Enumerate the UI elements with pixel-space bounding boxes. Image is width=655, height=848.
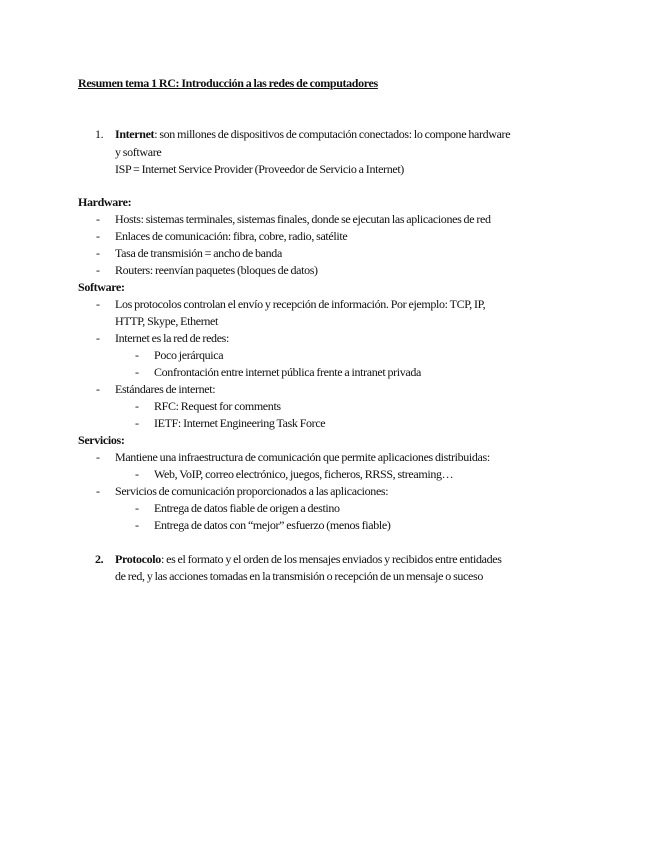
list-item: Servicios de comunicación proporcionados a las aplicaciones: bbox=[115, 484, 389, 498]
sub-bullet-dash: - bbox=[135, 348, 139, 362]
sub-list-item: RFC: Request for comments bbox=[154, 399, 281, 413]
bullet-dash: - bbox=[96, 331, 100, 345]
sub-bullet-dash: - bbox=[135, 365, 139, 379]
list-item: Routers: reenvían paquetes (bloques de datos) bbox=[115, 263, 318, 277]
sub-list-item: Entrega de datos fiable de origen a destino bbox=[154, 501, 340, 515]
internet-definition-cont: y software bbox=[115, 145, 162, 159]
sub-list-item: Web, VoIP, correo electrónico, juegos, ficheros, RRSS, streaming… bbox=[154, 467, 454, 481]
sub-list-item: Entrega de datos con “mejor” esfuerzo (menos fiable) bbox=[154, 518, 391, 532]
bullet-dash: - bbox=[96, 450, 100, 464]
software-heading: Software: bbox=[78, 280, 125, 294]
list-item: Estándares de internet: bbox=[115, 382, 216, 396]
list-item: Mantiene una infraestructura de comunicación que permite aplicaciones distribuidas: bbox=[115, 450, 490, 464]
sub-bullet-dash: - bbox=[135, 501, 139, 515]
sub-bullet-dash: - bbox=[135, 416, 139, 430]
list-item: Internet es la red de redes: bbox=[115, 331, 229, 345]
item-number: 2. bbox=[95, 552, 104, 566]
list-item: Hosts: sistemas terminales, sistemas finales, donde se ejecutan las aplicaciones de red bbox=[115, 212, 491, 226]
servicios-heading: Servicios: bbox=[78, 433, 125, 447]
list-item-cont: HTTP, Skype, Ethernet bbox=[115, 314, 218, 328]
list-item: Enlaces de comunicación: fibra, cobre, radio, satélite bbox=[115, 229, 348, 243]
sub-bullet-dash: - bbox=[135, 467, 139, 481]
list-item: Los protocolos controlan el envío y recepción de información. Por ejemplo: TCP, IP, bbox=[115, 297, 486, 311]
bullet-dash: - bbox=[96, 229, 100, 243]
term-protocolo: Protocolo bbox=[115, 552, 161, 566]
bullet-dash: - bbox=[96, 212, 100, 226]
sub-list-item: IETF: Internet Engineering Task Force bbox=[154, 416, 326, 430]
item-internet-line bbox=[115, 126, 510, 143]
sub-list-item: Confrontación entre internet pública frente a intranet privada bbox=[154, 365, 422, 379]
internet-definition: : son millones de dispositivos de computación conectados: lo compone hardware bbox=[154, 127, 511, 141]
item-protocolo-line bbox=[115, 551, 502, 568]
sub-list-item: Poco jerárquica bbox=[154, 348, 224, 362]
bullet-dash: - bbox=[96, 297, 100, 311]
isp-definition: ISP = Internet Service Provider (Proveedor de Servicio a Internet) bbox=[115, 162, 404, 176]
hardware-heading: Hardware: bbox=[78, 195, 132, 209]
sub-bullet-dash: - bbox=[135, 399, 139, 413]
bullet-dash: - bbox=[96, 382, 100, 396]
item-number: 1. bbox=[95, 127, 104, 141]
protocolo-definition: : es el formato y el orden de los mensajes enviados y recibidos entre entidades bbox=[160, 552, 502, 566]
bullet-dash: - bbox=[96, 484, 100, 498]
sub-bullet-dash: - bbox=[135, 518, 139, 532]
bullet-dash: - bbox=[96, 263, 100, 277]
list-item: Tasa de transmisión = ancho de banda bbox=[115, 246, 282, 260]
document-title: Resumen tema 1 RC: Introducción a las redes de computadores bbox=[78, 76, 378, 90]
bullet-dash: - bbox=[96, 246, 100, 260]
term-internet: Internet bbox=[115, 127, 155, 141]
protocolo-definition-cont: de red, y las acciones tomadas en la transmisión o recepción de un mensaje o suceso bbox=[115, 569, 483, 583]
